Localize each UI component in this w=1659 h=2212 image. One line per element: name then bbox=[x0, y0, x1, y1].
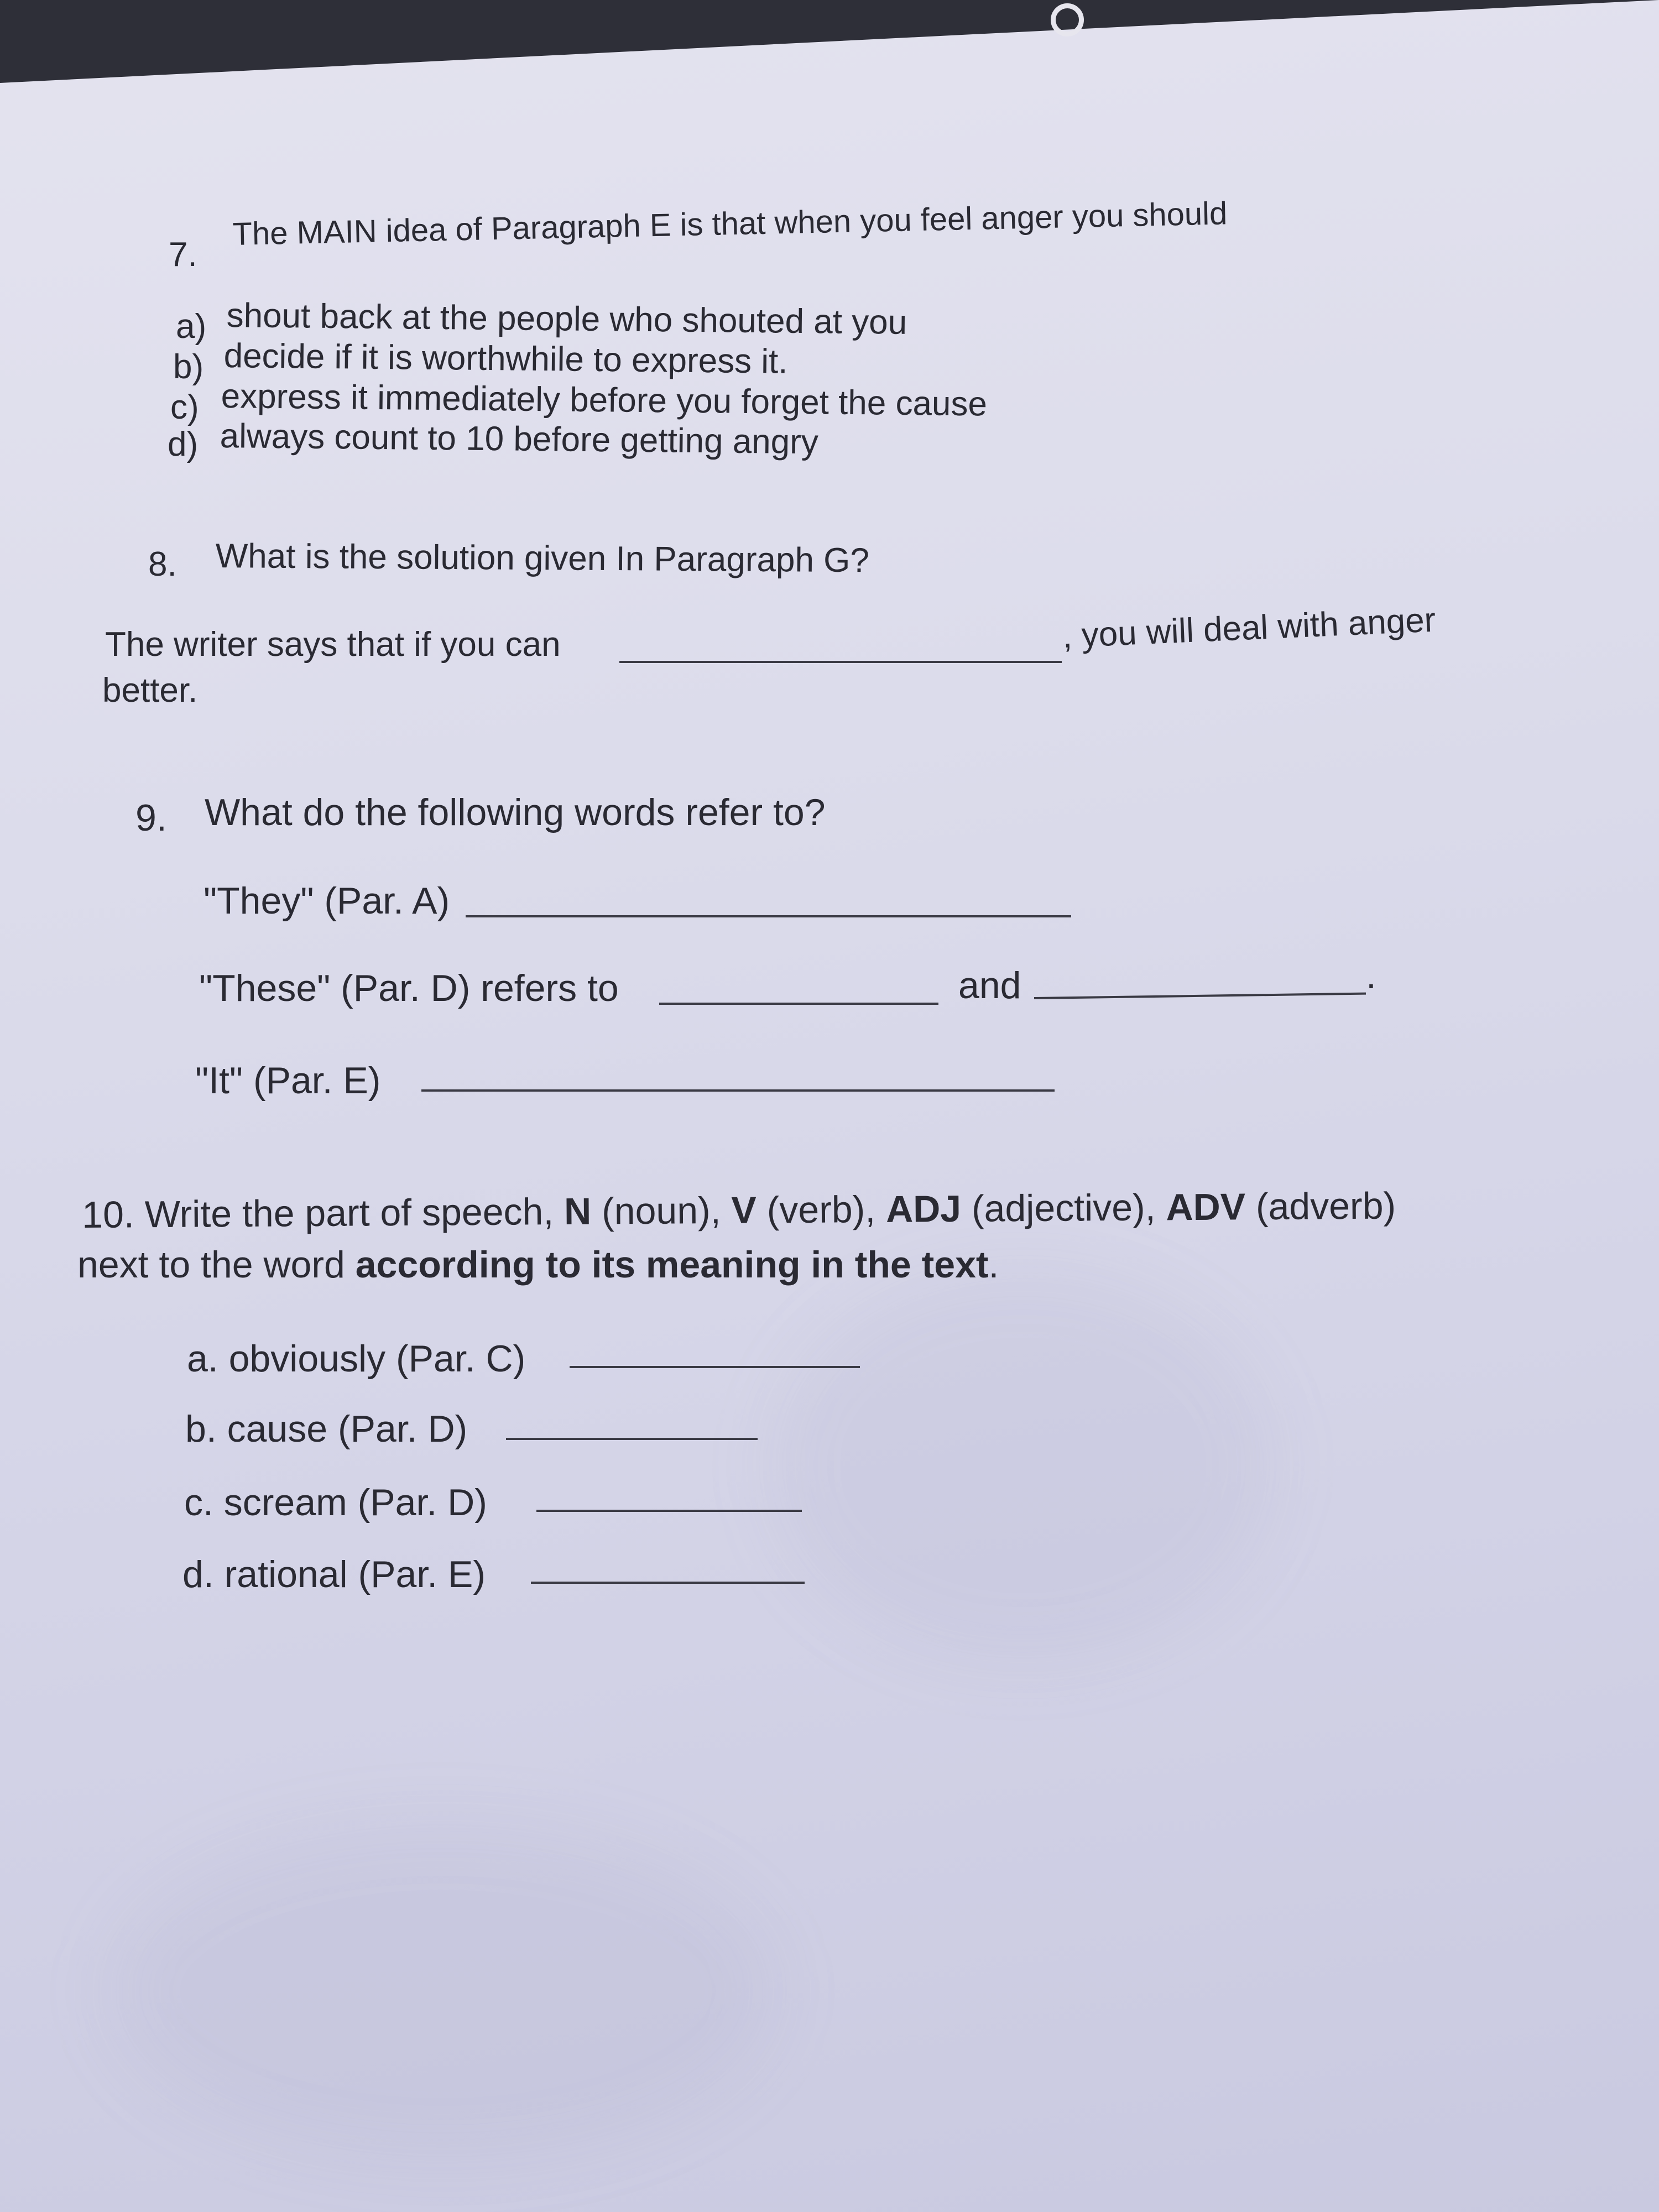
q7-option-c-text: express it immediately before you forget the cause bbox=[221, 377, 988, 424]
q8-answer-blank[interactable] bbox=[619, 661, 1062, 663]
paper-shadow bbox=[774, 1272, 1272, 1659]
q10-item-a-blank[interactable] bbox=[570, 1366, 860, 1368]
q9-it-blank[interactable] bbox=[421, 1089, 1055, 1092]
q8-answer-prefix: The writer says that if you can bbox=[105, 625, 561, 664]
q7-option-d-letter: d) bbox=[168, 425, 199, 463]
q9-they-blank[interactable] bbox=[466, 915, 1071, 917]
q10-instruction-line1 bbox=[82, 1187, 1396, 1234]
q10-text-b: (noun), bbox=[591, 1189, 732, 1233]
q10-item-a: a. obviously (Par. C) bbox=[187, 1338, 526, 1380]
q10-instruction-line2 bbox=[77, 1246, 999, 1284]
q10-text-e: (adverb) bbox=[1245, 1185, 1396, 1228]
q10-verb-code: V bbox=[731, 1189, 757, 1232]
q7-option-b-letter: b) bbox=[173, 348, 204, 386]
q8-answer-suffix: , you will deal with anger bbox=[1061, 601, 1437, 655]
q10-item-b: b. cause (Par. D) bbox=[185, 1408, 468, 1450]
q9-item-they: "They" (Par. A) bbox=[204, 880, 450, 922]
q10-item-c: c. scream (Par. D) bbox=[184, 1481, 487, 1524]
q8-number: 8. bbox=[148, 545, 177, 583]
q10-adverb-code: ADV bbox=[1166, 1186, 1246, 1229]
q10-text-c: (verb), bbox=[756, 1188, 886, 1232]
q9-item-these: "These" (Par. D) refers to bbox=[199, 967, 619, 1009]
q7-option-a-letter: a) bbox=[176, 307, 207, 346]
q10-noun-code: N bbox=[564, 1190, 592, 1233]
q8-question: What is the solution given In Paragraph G? bbox=[215, 537, 870, 580]
q10-text-d: (adjective), bbox=[961, 1186, 1166, 1230]
q10-item-b-blank[interactable] bbox=[506, 1438, 758, 1440]
q9-number: 9. bbox=[135, 797, 167, 839]
q7-option-c-letter: c) bbox=[170, 388, 199, 426]
q10-item-c-blank[interactable] bbox=[536, 1510, 802, 1512]
q7-option-b-text: decide if it is worthwhile to express it. bbox=[223, 337, 788, 381]
q9-item-these-end: . bbox=[1366, 954, 1376, 997]
q10-text-a: 10. Write the part of speech, bbox=[81, 1190, 565, 1236]
q10-line2-bold: according to its meaning in the text bbox=[355, 1244, 989, 1286]
q9-item-it: "It" (Par. E) bbox=[195, 1060, 381, 1102]
ring-icon bbox=[1051, 3, 1084, 36]
q10-item-d-blank[interactable] bbox=[531, 1582, 805, 1584]
q7-option-d-text: always count to 10 before getting angry bbox=[220, 417, 819, 462]
q8-answer-end: better. bbox=[102, 671, 198, 709]
q7-option-a-text: shout back at the people who shouted at you bbox=[226, 296, 907, 342]
q10-item-d: d. rational (Par. E) bbox=[182, 1553, 486, 1595]
q10-line2-text: next to the word bbox=[77, 1244, 356, 1286]
q9-question: What do the following words refer to? bbox=[205, 791, 826, 833]
q10-adjective-code: ADJ bbox=[885, 1187, 962, 1230]
q7-number: 7. bbox=[169, 236, 197, 274]
q9-item-these-and: and bbox=[958, 964, 1021, 1006]
q10-line2-end: . bbox=[988, 1244, 999, 1286]
q7-stem: The MAIN idea of Paragraph E is that when you feel anger you should bbox=[232, 195, 1228, 252]
q9-these-blank-1[interactable] bbox=[659, 1003, 938, 1005]
paper-shadow bbox=[111, 1825, 774, 2157]
